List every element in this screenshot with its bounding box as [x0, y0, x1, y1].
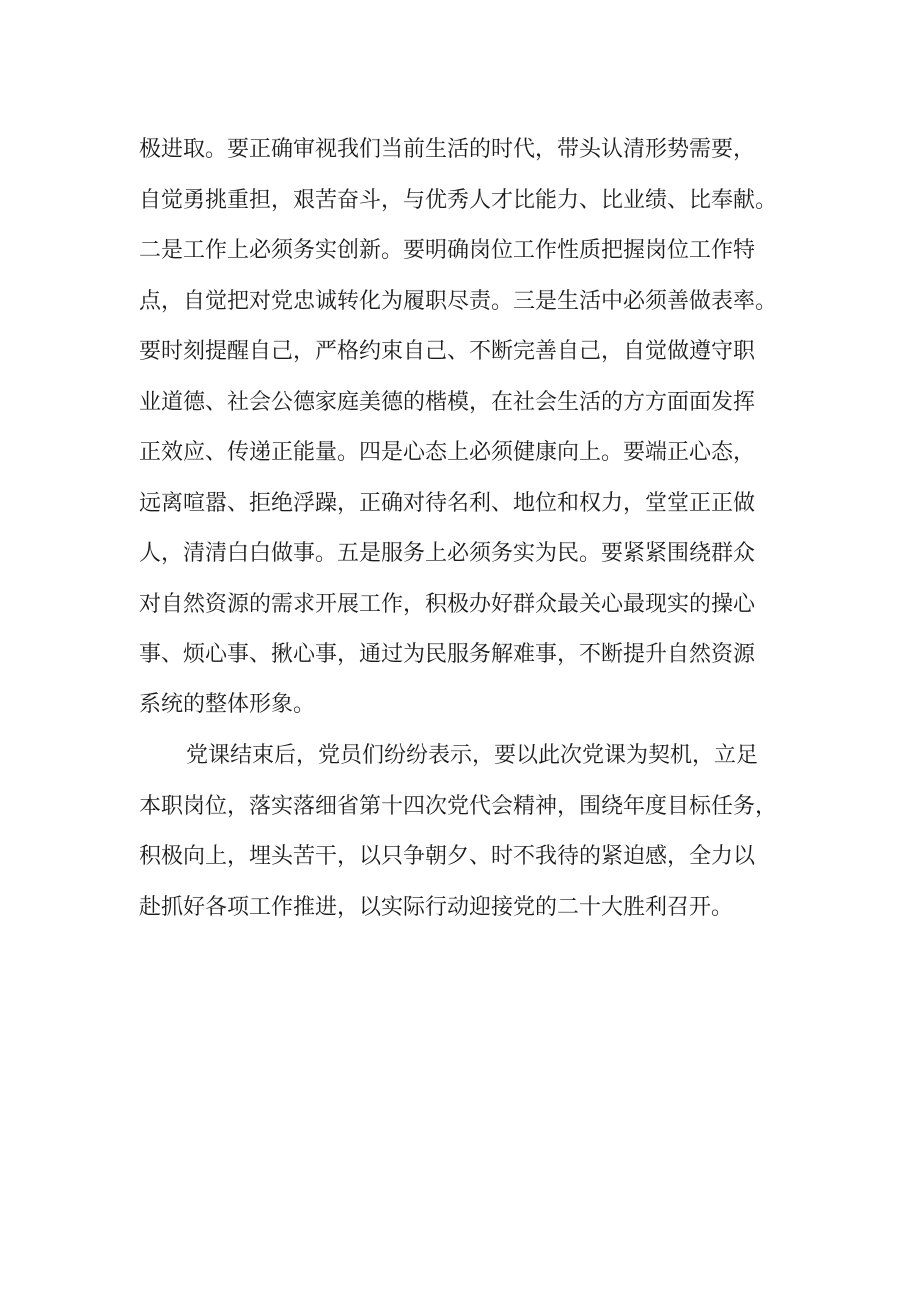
text-line: 系统的整体形象。	[139, 692, 316, 717]
text-line: 赴抓好各项工作推进，以实际行动迎接党的二十大胜利召开。	[139, 895, 734, 920]
text-line: 远离喧嚣、拒绝浮躁，正确对待名利、地位和权力，堂堂正正做	[139, 491, 756, 516]
text-line: 正效应、传递正能量。四是心态上必须健康向上。要端正心态，	[139, 440, 756, 465]
text-line: 本职岗位，落实落细省第十四次党代会精神，围绕年度目标任务，	[139, 794, 778, 819]
text-line: 对自然资源的需求开展工作，积极办好群众最关心最现实的操心	[139, 592, 756, 617]
text-line: 要时刻提醒自己，严格约束自己、不断完善自己，自觉做遵守职	[139, 339, 756, 364]
text-line: 党课结束后，党员们纷纷表示，要以此次党课为契机，立足	[186, 743, 759, 768]
text-line: 点，自觉把对党忠诚转化为履职尽责。三是生活中必须善做表率。	[139, 289, 778, 314]
text-line: 自觉勇挑重担，艰苦奋斗，与优秀人才比能力、比业绩、比奉献。	[139, 188, 778, 213]
text-line: 二是工作上必须务实创新。要明确岗位工作性质把握岗位工作特	[139, 238, 756, 263]
text-line: 人，清清白白做事。五是服务上必须务实为民。要紧紧围绕群众	[139, 541, 756, 566]
text-line: 极进取。要正确审视我们当前生活的时代，带头认清形势需要，	[139, 137, 756, 162]
text-line: 积极向上，埋头苦干，以只争朝夕、时不我待的紧迫感，全力以	[139, 844, 756, 869]
text-line: 事、烦心事、揪心事，通过为民服务解难事，不断提升自然资源	[139, 642, 756, 667]
text-line: 业道德、社会公德家庭美德的楷模，在社会生活的方方面面发挥	[139, 390, 756, 415]
